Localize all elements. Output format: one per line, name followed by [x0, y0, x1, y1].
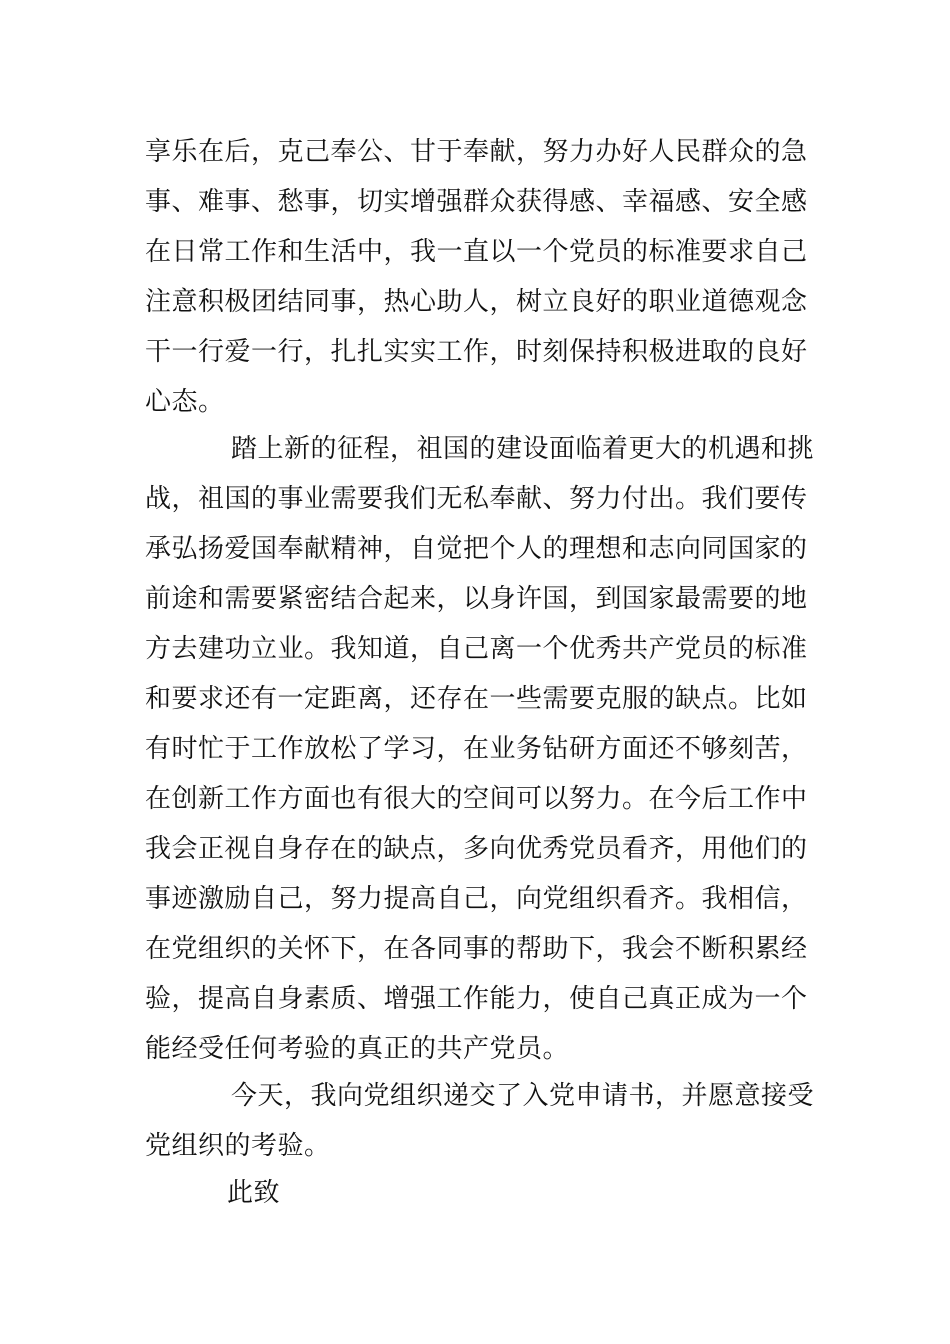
text-line: 在党组织的关怀下，在各同事的帮助下，我会不断积累经: [145, 934, 808, 964]
text-line: 承弘扬爱国奉献精神，自觉把个人的理想和志向同国家的: [145, 534, 808, 564]
text-line: 今天，我向党组织递交了入党申请书，并愿意接受: [231, 1081, 815, 1111]
closing-salutation: 此致: [227, 1178, 281, 1208]
text-line: 在创新工作方面也有很大的空间可以努力。在今后工作中: [145, 784, 808, 814]
text-line: 党组织的考验。: [145, 1131, 331, 1161]
text-line: 踏上新的征程，祖国的建设面临着更大的机遇和挑: [231, 434, 815, 464]
text-line: 注意积极团结同事，热心助人，树立良好的职业道德观念: [145, 287, 808, 317]
text-line: 有时忙于工作放松了学习，在业务钻研方面还不够刻苦，: [145, 734, 808, 764]
text-line: 干一行爱一行，扎扎实实工作，时刻保持积极进取的良好: [145, 337, 808, 367]
text-line: 和要求还有一定距离，还存在一些需要克服的缺点。比如: [145, 684, 808, 714]
text-line: 方去建功立业。我知道，自己离一个优秀共产党员的标准: [145, 634, 808, 664]
text-line: 事、难事、愁事，切实增强群众获得感、幸福感、安全感: [145, 187, 808, 217]
text-line: 前途和需要紧密结合起来，以身许国，到国家最需要的地: [145, 584, 808, 614]
text-line: 在日常工作和生活中，我一直以一个党员的标准要求自己: [145, 237, 808, 267]
text-line: 我会正视自身存在的缺点，多向优秀党员看齐，用他们的: [145, 834, 808, 864]
text-line: 心态。: [145, 387, 225, 417]
text-line: 能经受任何考验的真正的共产党员。: [145, 1034, 570, 1064]
text-line: 验，提高自身素质、增强工作能力，使自己真正成为一个: [145, 984, 808, 1014]
text-line: 事迹激励自己，努力提高自己，向党组织看齐。我相信，: [145, 884, 808, 914]
text-line: 享乐在后，克己奉公、甘于奉献，努力办好人民群众的急: [145, 137, 808, 167]
text-line: 战，祖国的事业需要我们无私奉献、努力付出。我们要传: [145, 484, 808, 514]
